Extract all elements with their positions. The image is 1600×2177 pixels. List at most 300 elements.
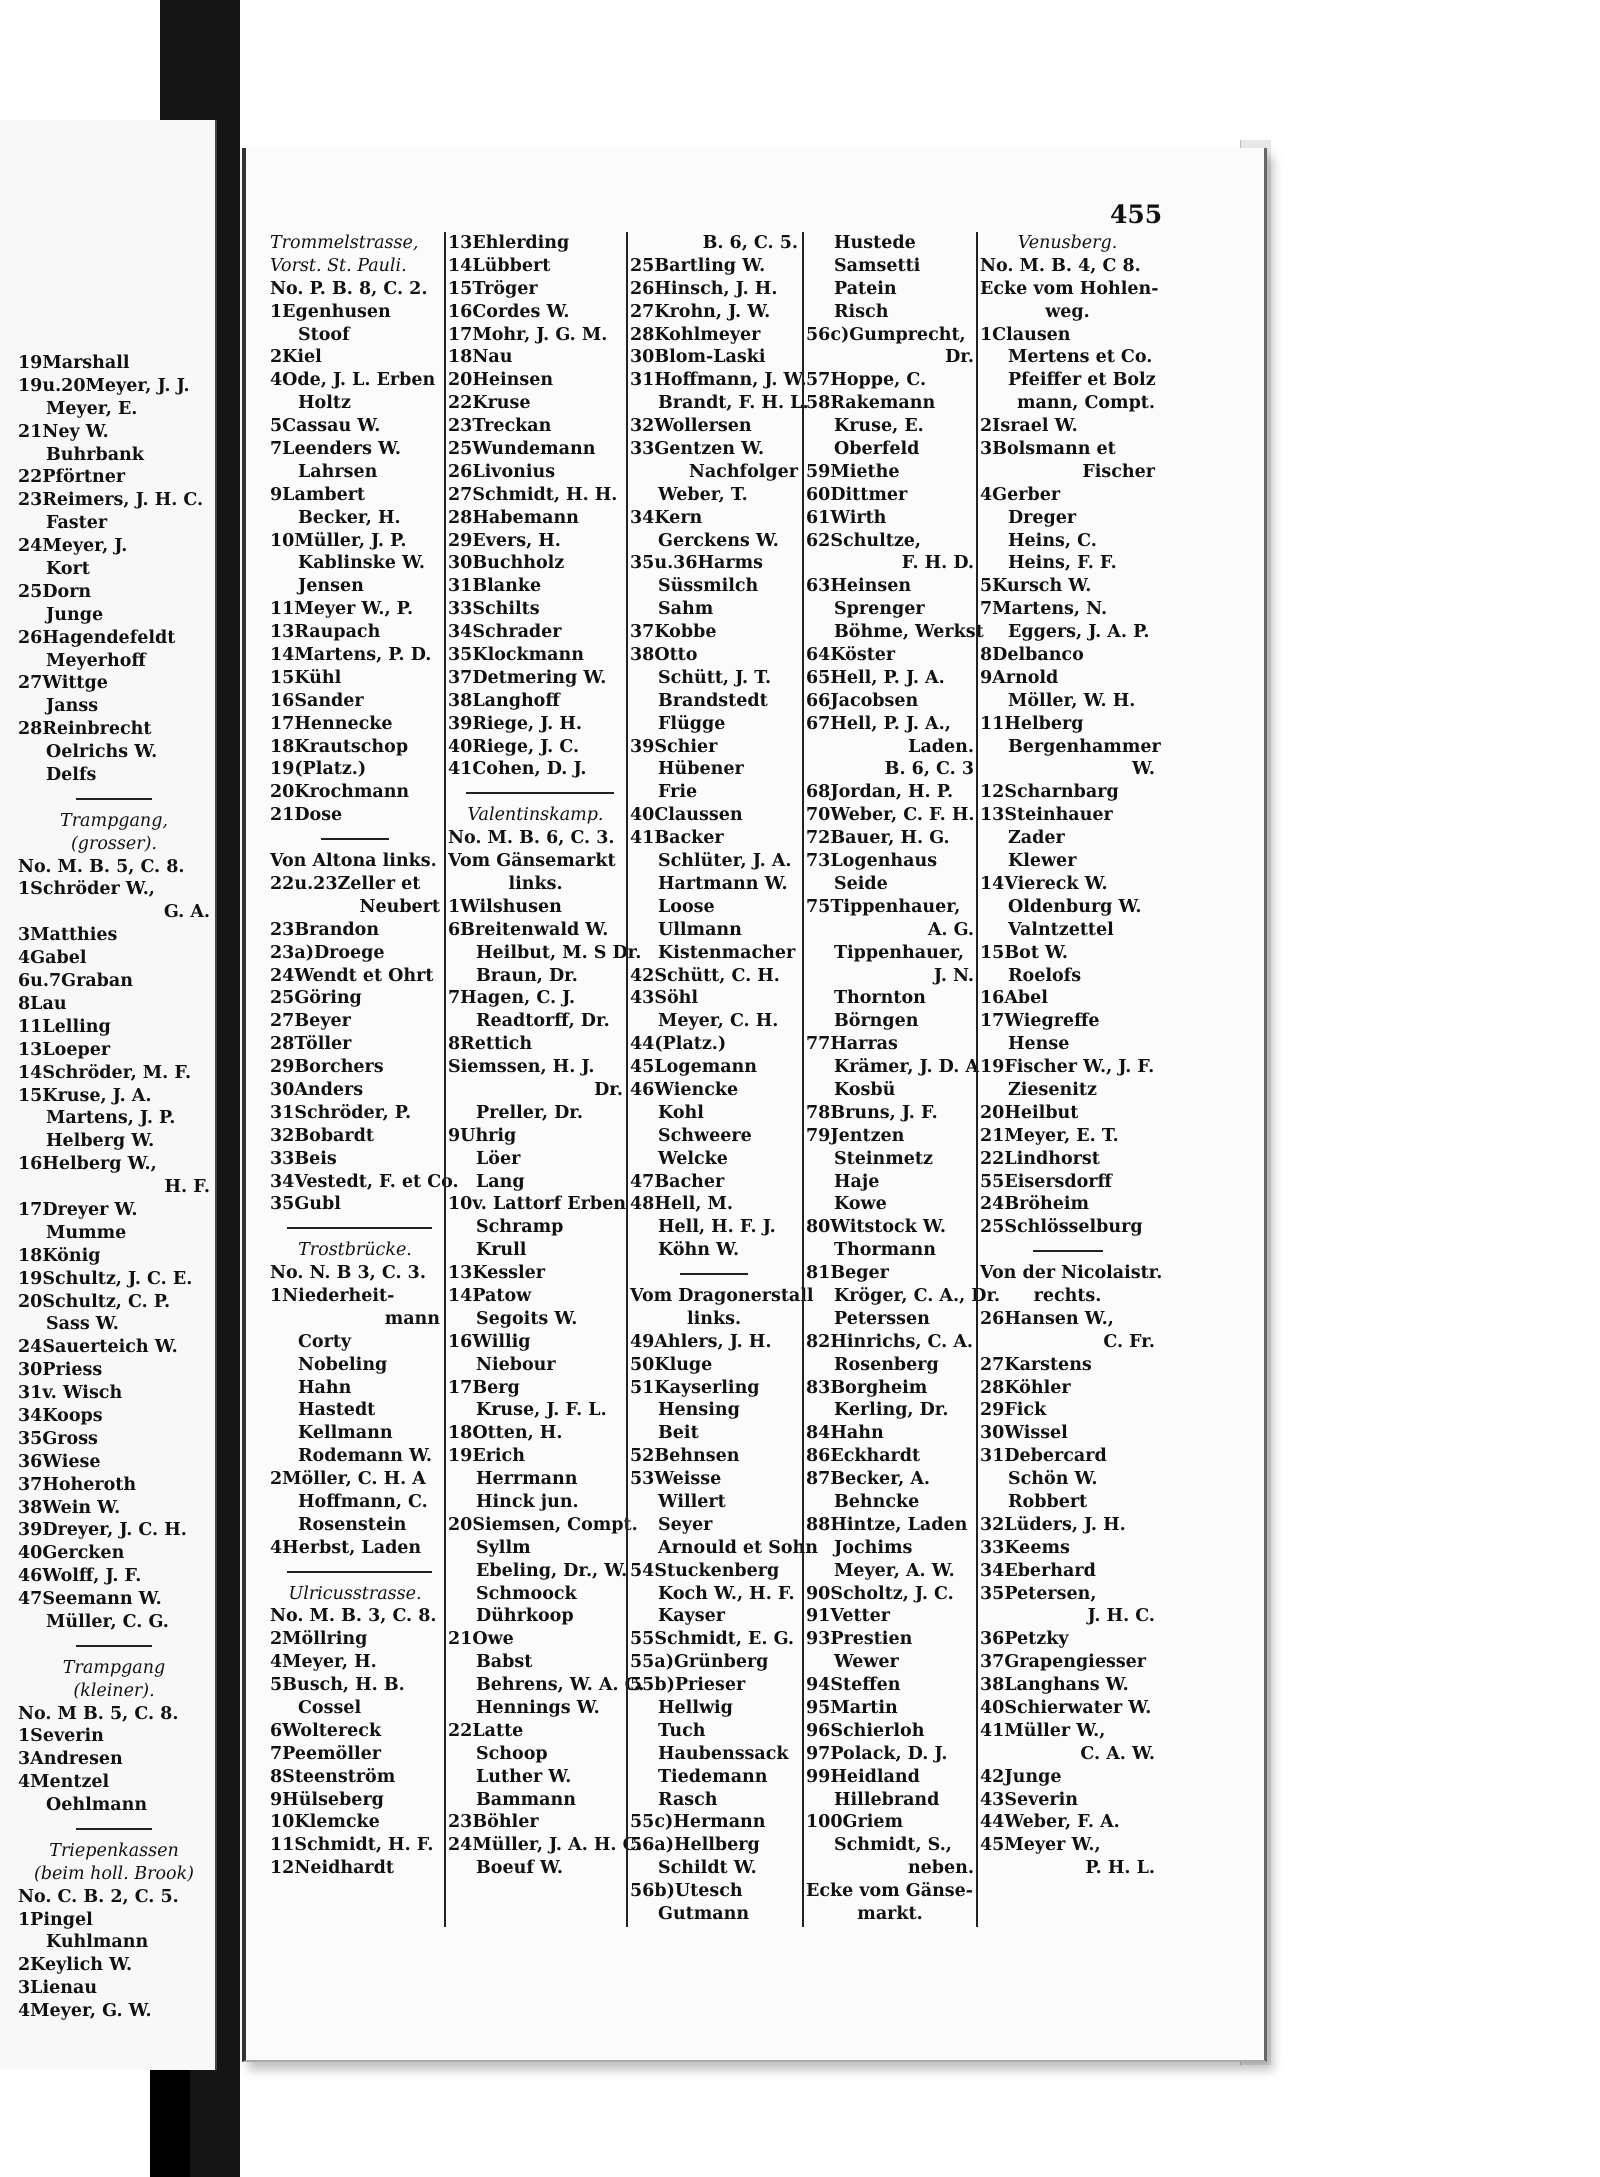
column-venusberg <box>980 232 1163 1880</box>
directory-entry: Meyer, A. W. <box>834 1560 955 1581</box>
directory-entry: F. H. D. <box>901 553 974 574</box>
directory-entry: 18Krautschop <box>270 736 409 757</box>
directory-entry: Sass W. <box>46 1314 119 1335</box>
directory-entry: 39Riege, J. H. <box>448 713 582 734</box>
column-trommelstrasse <box>270 232 459 1880</box>
directory-entry: Schildt W. <box>658 1858 757 1879</box>
directory-entry: 56a)Hellberg <box>630 1835 760 1856</box>
directory-entry: links. <box>686 1308 742 1329</box>
directory-entry: 11Meyer W., P. <box>270 599 414 620</box>
directory-entry: Roelofs <box>1008 965 1082 986</box>
directory-entry: 33Gentzen W. <box>630 439 765 460</box>
directory-entry: 6Woltereck <box>270 1720 382 1741</box>
column-rule <box>976 232 978 1927</box>
directory-entry: Samsetti <box>834 255 921 276</box>
directory-entry: 10Klemcke <box>270 1812 380 1833</box>
directory-entry: Nachfolger <box>688 461 798 482</box>
directory-entry: 22Latte <box>448 1720 524 1741</box>
directory-entry: 27Schmidt, H. H. <box>448 484 618 505</box>
directory-entry: 84Hahn <box>806 1423 884 1444</box>
directory-entry: 81Beger <box>806 1263 889 1284</box>
section-divider <box>18 1817 210 1840</box>
directory-entry: 16Cordes W. <box>448 301 570 322</box>
directory-entry: Preller, Dr. <box>476 1102 583 1123</box>
directory-entry: 46Wolff, J. F. <box>18 1566 142 1587</box>
directory-entry: Steinmetz <box>834 1148 933 1169</box>
directory-entry: 21Ney W. <box>18 421 109 442</box>
street-heading: Trampgang, <box>60 810 168 831</box>
directory-entry: 14Viereck W. <box>980 873 1108 894</box>
directory-entry: 27Wittge <box>18 673 108 694</box>
directory-entry: Sahm <box>658 599 714 620</box>
directory-entry: Meyer, E. <box>46 398 138 419</box>
directory-entry: 26Hansen W., <box>980 1308 1114 1329</box>
directory-entry: 17Dreyer W. <box>18 1199 138 1220</box>
directory-entry: 29Evers, H. <box>448 530 561 551</box>
directory-entry: Kruse, E. <box>834 416 924 437</box>
directory-entry: 63Heinsen <box>806 576 912 597</box>
directory-entry: Dr. <box>945 347 974 368</box>
directory-entry: 14Lübbert <box>448 255 551 276</box>
section-divider <box>448 781 623 804</box>
directory-entry: 35Gross <box>18 1428 98 1449</box>
directory-entry: Krull <box>476 1240 527 1261</box>
directory-entry: 32Lüders, J. H. <box>980 1514 1126 1535</box>
directory-entry: Kablinske W. <box>298 553 426 574</box>
directory-entry: Ziesenitz <box>1008 1079 1097 1100</box>
directory-entry: Müller, C. G. <box>46 1611 169 1632</box>
directory-entry: Löer <box>476 1148 521 1169</box>
directory-entry: Kerling, Dr. <box>834 1400 949 1421</box>
directory-entry: Braun, Dr. <box>476 965 578 986</box>
directory-entry: Thornton <box>834 988 926 1009</box>
directory-entry: 22u.23Zeller et <box>270 873 421 894</box>
directory-entry: Wewer <box>834 1652 899 1673</box>
directory-entry: 29Borchers <box>270 1057 384 1078</box>
directory-entry: 77Harras <box>806 1034 898 1055</box>
directory-entry: 24Bröheim <box>980 1194 1090 1215</box>
directory-entry: No. M. B. 6, C. 3. <box>448 828 615 849</box>
directory-entry: 31Hoffmann, J. W. <box>630 370 807 391</box>
street-heading: Trostbrücke. <box>298 1240 412 1261</box>
directory-entry: 4Meyer, G. W. <box>18 2001 152 2022</box>
directory-entry: 67Hell, P. J. A., <box>806 713 951 734</box>
directory-entry: 5Busch, H. B. <box>270 1675 405 1696</box>
directory-entry: W. <box>1131 759 1155 780</box>
directory-entry: Ebeling, Dr., W. <box>476 1560 628 1581</box>
directory-entry: 25Bartling W. <box>630 255 766 276</box>
directory-entry: Siemssen, H. J. <box>448 1057 595 1078</box>
directory-entry: 23Treckan <box>448 416 552 437</box>
directory-entry: 78Bruns, J. F. <box>806 1102 938 1123</box>
directory-entry: 1Egenhusen <box>270 301 391 322</box>
left-page <box>0 120 217 2070</box>
directory-entry: 97Polack, D. J. <box>806 1743 948 1764</box>
directory-entry: 39Schier <box>630 736 718 757</box>
directory-entry: 28Habemann <box>448 507 579 528</box>
directory-entry: 6Breitenwald W. <box>448 919 609 940</box>
directory-entry: markt. <box>857 1904 923 1925</box>
directory-entry: 35u.36Harms <box>630 553 763 574</box>
directory-entry: 7Peemöller <box>270 1743 381 1764</box>
directory-entry: 44Weber, F. A. <box>980 1812 1120 1833</box>
directory-entry: 11Schmidt, H. F. <box>270 1835 434 1856</box>
directory-entry: Tippenhauer, <box>834 942 964 963</box>
directory-entry: Readtorff, Dr. <box>476 1011 610 1032</box>
directory-entry: 31v. Wisch <box>18 1383 123 1404</box>
directory-entry: 12Neidhardt <box>270 1858 394 1879</box>
directory-entry: Von der Nicolaistr. <box>980 1263 1163 1284</box>
directory-entry: mann <box>384 1308 440 1329</box>
directory-entry: J. N. <box>933 965 974 986</box>
directory-entry: 53Weisse <box>630 1469 722 1490</box>
directory-entry: Hastedt <box>298 1400 376 1421</box>
directory-entry: Jensen <box>298 576 364 597</box>
directory-entry: No. M B. 5, C. 8. <box>18 1703 179 1724</box>
directory-entry: 19(Platz.) <box>270 759 367 780</box>
directory-entry: No. M. B. 4, C 8. <box>980 255 1141 276</box>
directory-entry: 40Schierwater W. <box>980 1698 1152 1718</box>
directory-entry: 64Köster <box>806 645 896 666</box>
directory-entry: 1Schröder W., <box>18 879 155 900</box>
directory-entry: 62Schultze, <box>806 530 921 551</box>
directory-entry: Ecke vom Gänse- <box>806 1881 974 1902</box>
directory-entry: 45Meyer W., <box>980 1835 1101 1856</box>
directory-entry: 38Langhans W. <box>980 1675 1129 1696</box>
directory-entry: 10v. Lattorf Erben <box>448 1194 626 1215</box>
directory-entry: 14Martens, P. D. <box>270 645 432 666</box>
directory-entry: 93Prestien <box>806 1629 913 1650</box>
directory-entry: 33Schilts <box>448 599 540 620</box>
directory-entry: Haje <box>834 1171 880 1192</box>
directory-entry: 9Arnold <box>980 667 1059 688</box>
directory-entry: Kröger, C. A., Dr. <box>834 1285 1001 1306</box>
directory-entry: Robbert <box>1008 1491 1088 1512</box>
directory-entry: Vom Gänsemarkt <box>448 851 616 872</box>
directory-entry: 28Köhler <box>980 1377 1071 1398</box>
directory-entry: 1Niederheit- <box>270 1285 395 1306</box>
directory-entry: 58Rakemann <box>806 393 936 414</box>
directory-entry: 37Kobbe <box>630 622 717 643</box>
directory-entry: 7Martens, N. <box>980 599 1108 620</box>
directory-entry: 55Eisersdorff <box>980 1171 1112 1192</box>
directory-entry: C. Fr. <box>1103 1331 1155 1352</box>
directory-entry: Holtz <box>298 393 351 414</box>
directory-entry: H. F. <box>164 1177 210 1198</box>
directory-entry: 73Logenhaus <box>806 851 938 872</box>
directory-entry: 4Meyer, H. <box>270 1652 377 1673</box>
directory-entry: 55c)Hermann <box>630 1812 766 1833</box>
directory-entry: Loose <box>658 896 715 917</box>
directory-entry: Schoop <box>476 1743 548 1764</box>
directory-entry: Dreger <box>1008 507 1077 528</box>
directory-entry: Schütt, J. T. <box>658 667 772 688</box>
directory-entry: 100Griem <box>806 1812 903 1833</box>
directory-entry: 38Wein W. <box>18 1497 121 1518</box>
directory-entry: Dührkoop <box>476 1606 574 1627</box>
directory-entry: rechts. <box>1033 1285 1102 1306</box>
directory-entry: 19Schultz, J. C. E. <box>18 1268 193 1289</box>
directory-entry: 38Langhoff <box>448 690 560 711</box>
directory-entry: 22Pförtner <box>18 467 126 488</box>
directory-entry: 66Jacobsen <box>806 690 919 711</box>
directory-entry: Luther W. <box>476 1766 572 1787</box>
directory-entry: Börngen <box>834 1011 919 1032</box>
directory-entry: 2Israel W. <box>980 416 1078 437</box>
directory-entry: 8Delbanco <box>980 645 1084 666</box>
directory-entry: 12Scharnbarg <box>980 782 1119 803</box>
directory-entry: 19Fischer W., J. F. <box>980 1057 1155 1078</box>
directory-entry: 2Möllring <box>270 1629 368 1650</box>
directory-entry: Helberg W. <box>46 1131 155 1152</box>
directory-entry: Hense <box>1008 1034 1070 1055</box>
directory-entry: 16Willig <box>448 1331 531 1352</box>
section-divider <box>18 1634 210 1657</box>
directory-entry: Thormann <box>834 1240 936 1261</box>
directory-entry: 46Wiencke <box>630 1079 739 1100</box>
directory-entry: 13Steinhauer <box>980 805 1113 826</box>
directory-entry: 34Vestedt, F. et Co. <box>270 1171 459 1192</box>
column-rule <box>444 232 446 1927</box>
column-valentinskamp-cont <box>630 232 818 1926</box>
directory-entry: 21Owe <box>448 1629 514 1650</box>
street-heading: (grosser). <box>70 833 157 854</box>
directory-entry: 29Fick <box>980 1400 1047 1421</box>
directory-entry: 41Backer <box>630 828 724 849</box>
directory-entry: Weber, T. <box>658 484 748 505</box>
directory-entry: 49Ahlers, J. H. <box>630 1331 772 1352</box>
street-heading: Ulricusstrasse. <box>288 1583 422 1604</box>
directory-entry: 36Wiese <box>18 1451 101 1472</box>
directory-entry: Seide <box>834 873 888 894</box>
directory-entry: Junge <box>46 604 104 625</box>
directory-entry: 90Scholtz, J. C. <box>806 1583 954 1604</box>
directory-entry: 30Priess <box>18 1360 103 1381</box>
directory-entry: 41Müller W., <box>980 1720 1106 1741</box>
directory-entry: 30Anders <box>270 1079 364 1100</box>
directory-entry: 43Severin <box>980 1789 1079 1810</box>
directory-entry: 40Riege, J. C. <box>448 736 580 757</box>
directory-entry: 72Bauer, H. G. <box>806 828 950 849</box>
directory-entry: 23a)Droege <box>270 942 385 963</box>
directory-entry: 2Kiel <box>270 347 322 368</box>
directory-entry: 7Hagen, C. J. <box>448 988 576 1009</box>
directory-entry: Flügge <box>658 713 726 734</box>
directory-entry: 51Kayserling <box>630 1377 760 1398</box>
directory-entry: 48Hell, M. <box>630 1194 733 1215</box>
directory-entry: Welcke <box>658 1148 728 1169</box>
directory-entry: Segoits W. <box>476 1308 578 1329</box>
directory-entry: Heins, C. <box>1008 530 1097 551</box>
directory-entry: 45Logemann <box>630 1057 758 1078</box>
directory-entry: 5Cassau W. <box>270 416 381 437</box>
directory-entry: 15Tröger <box>448 278 538 299</box>
directory-entry: Hartmann W. <box>658 873 788 894</box>
directory-entry: 35Gubl <box>270 1194 341 1215</box>
directory-entry: 25Schlösselburg <box>980 1217 1143 1238</box>
directory-entry: Neubert <box>359 896 440 917</box>
directory-entry: Rosenstein <box>298 1514 407 1535</box>
directory-entry: Willert <box>658 1491 726 1512</box>
directory-entry: 94Steffen <box>806 1675 901 1696</box>
directory-entry: 65Hell, P. J. A. <box>806 667 945 688</box>
directory-entry: 24Wendt et Ohrt <box>270 965 434 986</box>
directory-entry: Valntzettel <box>1008 919 1114 940</box>
directory-entry: 83Borgheim <box>806 1377 928 1398</box>
directory-entry: Schmidt, S., <box>834 1835 952 1856</box>
column-rule <box>626 232 628 1927</box>
directory-entry: 15Kühl <box>270 667 342 688</box>
directory-entry: 1Severin <box>18 1726 104 1747</box>
directory-entry: Arnould et Sohn <box>658 1537 818 1558</box>
directory-entry: 40Gercken <box>18 1543 125 1564</box>
directory-entry: 10Müller, J. P. <box>270 530 407 551</box>
section-divider <box>270 827 440 850</box>
directory-entry: 27Karstens <box>980 1354 1092 1375</box>
directory-entry: 80Witstock W. <box>806 1217 946 1238</box>
directory-entry: 7Leenders W. <box>270 439 402 460</box>
section-divider <box>980 1239 1155 1262</box>
directory-entry: Risch <box>834 301 889 322</box>
directory-entry: 3Lienau <box>18 1978 98 1999</box>
directory-entry: 32Bobardt <box>270 1125 374 1146</box>
directory-entry: 13Raupach <box>270 622 381 643</box>
street-heading: Venusberg. <box>1017 233 1118 253</box>
directory-entry: 34Schrader <box>448 622 562 643</box>
directory-entry: Peterssen <box>834 1308 930 1329</box>
directory-entry: 30Blom-Laski <box>630 347 766 368</box>
directory-entry: 79Jentzen <box>806 1125 905 1146</box>
directory-entry: 9Hülseberg <box>270 1789 384 1810</box>
directory-entry: Behncke <box>834 1491 920 1512</box>
directory-entry: Mertens et Co. <box>1008 347 1153 368</box>
directory-entry: 22Kruse <box>448 393 531 414</box>
directory-entry: 1Clausen <box>980 324 1071 345</box>
directory-entry: 20Siemsen, Compt. <box>448 1514 638 1535</box>
directory-entry: 27Beyer <box>270 1011 351 1032</box>
directory-entry: 8Lau <box>18 993 67 1014</box>
directory-entry: 2Keylich W. <box>18 1955 133 1976</box>
directory-entry: Delfs <box>46 765 97 786</box>
column-valentinskamp-end <box>806 232 1001 1926</box>
directory-entry: 19Marshall <box>18 353 130 373</box>
directory-entry: 25Wundemann <box>448 439 596 460</box>
directory-entry: Oldenburg W. <box>1008 896 1142 917</box>
directory-entry: 4Mentzel <box>18 1772 110 1793</box>
directory-entry: No. N. B 3, C. 3. <box>270 1263 426 1284</box>
directory-entry: Krämer, J. D. A <box>834 1057 979 1078</box>
directory-entry: 3Bolsmann et <box>980 439 1116 460</box>
directory-entry: P. H. L. <box>1085 1858 1155 1879</box>
directory-entry: 37Grapengiesser <box>980 1652 1147 1673</box>
directory-entry: Syllm <box>476 1537 531 1558</box>
directory-entry: 13Loeper <box>18 1039 111 1060</box>
directory-entry: Meyerhoff <box>46 650 146 671</box>
directory-entry: 21Dose <box>270 805 343 826</box>
directory-entry: Martens, J. P. <box>46 1108 176 1129</box>
directory-entry: 1Pingel <box>18 1909 93 1930</box>
directory-entry: 18König <box>18 1245 101 1266</box>
directory-entry: Hillebrand <box>834 1789 940 1810</box>
directory-entry: 60Dittmer <box>806 484 908 505</box>
directory-entry: 9Lambert <box>270 484 366 505</box>
directory-entry: B. 6, C. 3 <box>884 759 974 780</box>
directory-entry: 50Kluge <box>630 1354 713 1375</box>
directory-entry: 41Cohen, D. J. <box>448 759 587 780</box>
directory-entry: 17Berg <box>448 1377 520 1398</box>
directory-entry: 25Göring <box>270 988 362 1009</box>
directory-entry: 8Rettich <box>448 1034 533 1055</box>
directory-entry: 88Hintze, Laden <box>806 1514 968 1535</box>
directory-entry: 36Petzky <box>980 1629 1069 1650</box>
directory-entry: 47Seemann W. <box>18 1589 162 1610</box>
directory-entry: 35Petersen, <box>980 1583 1097 1604</box>
directory-entry: 4Ode, J. L. Erben <box>270 370 436 391</box>
street-heading: (kleiner). <box>73 1680 155 1701</box>
directory-entry: Rodemann W. <box>298 1446 433 1467</box>
directory-entry: 30Buchholz <box>448 553 565 574</box>
directory-entry: A. G. <box>927 919 974 940</box>
directory-entry: 20Krochmann <box>270 782 410 803</box>
directory-entry: 28Reinbrecht <box>18 719 152 740</box>
directory-entry: 14Schröder, M. F. <box>18 1062 192 1083</box>
directory-entry: 20Schultz, C. P. <box>18 1291 171 1312</box>
directory-entry: Schön W. <box>1008 1469 1098 1490</box>
directory-entry: 16Sander <box>270 690 364 711</box>
directory-entry: Nobeling <box>298 1354 388 1375</box>
directory-entry: Niebour <box>476 1354 556 1375</box>
directory-entry: 32Wollersen <box>630 416 752 437</box>
directory-entry: Haubenssack <box>658 1743 789 1764</box>
directory-entry: Oehlmann <box>46 1795 148 1816</box>
directory-entry: 31Debercard <box>980 1446 1107 1467</box>
directory-entry: 39Dreyer, J. C. H. <box>18 1520 187 1541</box>
directory-entry: Kistenmacher <box>658 942 796 963</box>
directory-entry: Tiedemann <box>658 1766 768 1787</box>
directory-entry: 15Bot W. <box>980 942 1069 963</box>
directory-entry: 56c)Gumprecht, <box>806 324 966 345</box>
directory-entry: 96Schierloh <box>806 1720 925 1741</box>
directory-entry: Möller, W. H. <box>1008 690 1136 711</box>
directory-entry: 27Krohn, J. W. <box>630 301 771 322</box>
directory-entry: Kuhlmann <box>46 1932 149 1953</box>
directory-entry: 55a)Grünberg <box>630 1652 769 1673</box>
directory-entry: Hellwig <box>658 1698 733 1718</box>
directory-entry: 19u.20Meyer, J. J. <box>18 375 190 396</box>
directory-entry: 34Eberhard <box>980 1560 1096 1581</box>
directory-entry: 17Mohr, J. G. M. <box>448 324 608 345</box>
directory-entry: No. P. B. 8, C. 2. <box>270 278 428 299</box>
directory-entry: Hahn <box>298 1377 352 1398</box>
directory-entry: Köhn W. <box>658 1240 740 1261</box>
directory-entry: 4Gabel <box>18 948 87 969</box>
directory-entry: 4Gerber <box>980 484 1061 505</box>
directory-entry: 15Kruse, J. A. <box>18 1085 152 1106</box>
directory-entry: 68Jordan, H. P. <box>806 782 954 803</box>
directory-entry: Becker, H. <box>298 507 401 528</box>
directory-entry: 70Weber, C. F. H. <box>806 805 975 826</box>
left-page-column <box>18 352 210 2023</box>
directory-entry: Ecke vom Hohlen- <box>980 278 1159 299</box>
directory-entry: Oberfeld <box>834 439 920 460</box>
directory-entry: Klewer <box>1008 851 1077 872</box>
directory-entry: 35Klockmann <box>448 645 584 666</box>
directory-entry: Kruse, J. F. L. <box>476 1400 607 1421</box>
directory-entry: Vom Dragonerstall <box>630 1285 814 1306</box>
directory-entry: 5Kursch W. <box>980 576 1092 597</box>
directory-entry: Frie <box>658 782 698 803</box>
directory-entry: Lahrsen <box>298 461 378 482</box>
